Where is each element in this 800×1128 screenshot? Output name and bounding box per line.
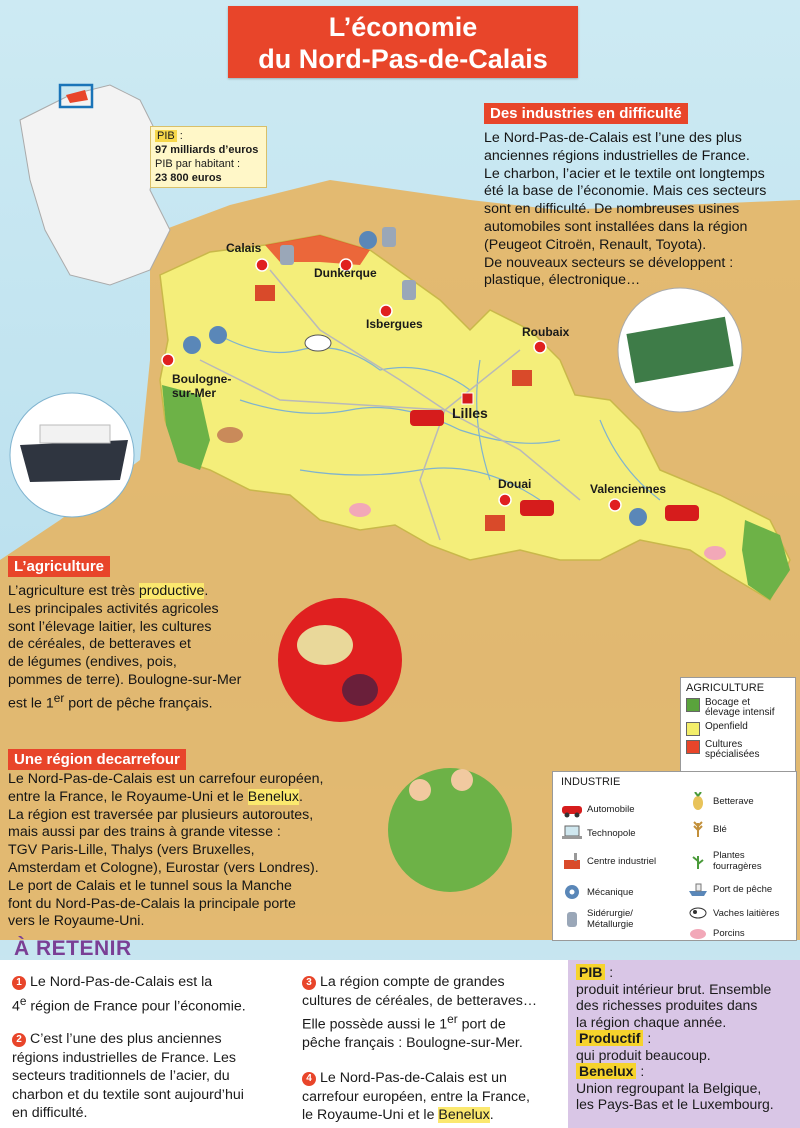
legend-agri-item [686, 698, 790, 718]
agriculture-line [8, 690, 278, 714]
glossary-definition: Union regroupant la Belgique, [576, 1079, 762, 1096]
retenir-highlight-benelux: Benelux [438, 1107, 490, 1123]
industries-line: Le charbon, l’acier et le textile ont longtemps [484, 165, 765, 182]
retenir-text: secteurs traditionnels de l’acier, du [12, 1068, 230, 1084]
plant-icon [687, 852, 709, 870]
city-label-dunkerque: Dunkerque [314, 266, 377, 280]
agriculture-line: Les principales activités agricoles [8, 600, 219, 617]
retenir-point-2 [12, 1030, 297, 1123]
city-label-boulogne [172, 372, 231, 400]
industries-line: Le Nord-Pas-de-Calais est l’une des plus [484, 130, 742, 146]
legend-label: Vaches laitières [713, 907, 780, 919]
legend-label: Technopole [587, 827, 636, 839]
retenir-text: cultures de céréales, de betteraves… [302, 992, 538, 1009]
agri-line1-post: . [204, 583, 209, 599]
legend-ind-item [687, 904, 779, 922]
car-icon [561, 800, 583, 818]
glossary-definition: des richesses produites dans [576, 997, 758, 1013]
legend-industrie [552, 771, 797, 941]
retenir-text: carrefour européen, entre la France, [302, 1088, 530, 1105]
legend-ind-item [687, 820, 727, 838]
glossary-term-benelux: Benelux [576, 1063, 636, 1079]
carrefour-line: La région est traversée par plusieurs autoroutes, [8, 806, 314, 823]
legend-ind-item [687, 880, 772, 898]
pig-icon [687, 924, 709, 942]
agriculture-line [8, 583, 278, 601]
city-label-boulogne-2: sur-Mer [172, 386, 217, 400]
carrefour-text [8, 771, 353, 931]
people-illustration [388, 768, 512, 892]
agriculture-line: de céréales, de betteraves et [8, 636, 191, 653]
agri-last-pre: est le 1 [8, 695, 54, 712]
industries-line: plastique, électronique… [484, 272, 641, 289]
city-label-valenciennes: Valenciennes [590, 482, 667, 496]
industries-line: été la base de l’économie. Mais ces secteurs [484, 183, 767, 200]
glossary-colon: : [636, 1063, 645, 1079]
legend-agri-title: AGRICULTURE [686, 682, 765, 694]
title-line-1: L’économie [328, 12, 478, 42]
city-label-calais: Calais [226, 241, 262, 255]
legend-agri-item [686, 722, 790, 736]
legend-ind-item [561, 800, 635, 818]
legend-ind-item [687, 792, 754, 810]
glossary-colon: : [605, 964, 614, 980]
retenir-point-4 [302, 1069, 568, 1125]
retenir-text: région de France pour l’économie. [26, 998, 246, 1015]
lille-marker [462, 393, 473, 404]
retenir-text: port de [457, 1016, 506, 1033]
city-label-roubaix: Roubaix [522, 325, 570, 339]
retenir-text: Le Nord-Pas-de-Calais est la [30, 974, 213, 990]
retenir-point-3 [302, 973, 568, 1053]
legend-label: Sidérurgie/ [587, 908, 633, 919]
retenir-text: . [489, 1107, 494, 1123]
industries-text [484, 130, 784, 290]
pib-label: PIB [157, 130, 175, 142]
retenir-text: La région compte de grandes [320, 974, 505, 990]
legend-agriculture [680, 677, 796, 777]
glossary-definition: les Pays-Bas et le Luxembourg. [576, 1096, 774, 1112]
legend-label: Plantes [713, 850, 745, 861]
agri-highlight-productive: productive [138, 583, 205, 599]
legend-ind-item [561, 908, 633, 930]
legend-ind-item [561, 824, 636, 842]
pib-value: 97 milliards d’euros [155, 144, 259, 156]
retenir-text: régions industrielles de France. Les [12, 1049, 236, 1066]
legend-ind-item [687, 850, 762, 872]
carrefour-line: Le port de Calais et le tunnel sous la Manche [8, 877, 292, 894]
carrefour-line: TGV Paris-Lille, Thalys (vers Bruxelles, [8, 842, 255, 859]
carrefour-line: Amsterdam et Cologne), Eurostar (vers Londres). [8, 859, 319, 876]
page-title [228, 6, 578, 78]
agri-last-sup: er [53, 690, 65, 705]
retenir-title: À RETENIR [14, 937, 132, 960]
carrefour-line: mais aussi par des trains à grande vitesse : [8, 824, 281, 841]
agri-line1-pre: L’agriculture est très [8, 583, 139, 599]
point-number: 3 [302, 976, 316, 990]
pib-colon: : [176, 130, 183, 142]
legend-label: Métallurgie [587, 919, 634, 930]
glossary-box [568, 960, 800, 1128]
swatch-openfield [686, 722, 700, 736]
city-label-isbergues: Isbergues [366, 317, 423, 331]
factory-icon [561, 852, 583, 870]
retenir-sup: er [447, 1012, 458, 1026]
legend-label: Port de pêche [713, 883, 773, 895]
legend-label: élevage intensif [705, 707, 775, 718]
pib-box [150, 126, 267, 188]
legend-ind-item [561, 852, 656, 870]
glossary-term-productif: Productif [576, 1030, 643, 1046]
agri-last-post: port de pêche français. [64, 695, 213, 712]
agriculture-line: sont l’élevage laitier, les cultures [8, 618, 212, 635]
agriculture-text [8, 583, 278, 713]
industries-line: anciennes régions industrielles de France. [484, 147, 750, 164]
legend-label: Cultures [705, 739, 743, 750]
carrefour-line: Le Nord-Pas-de-Calais est un carrefour européen, [8, 771, 324, 787]
carrefour-line: font du Nord-Pas-de-Calais la principale porte [8, 895, 296, 912]
city-label-douai: Douai [498, 477, 532, 491]
retenir-text: Elle possède aussi le 1 [302, 1016, 448, 1033]
boat-icon [687, 880, 709, 898]
point-number: 4 [302, 1072, 316, 1086]
legend-label: Bocage et [705, 697, 751, 708]
carrefour-title: Une région decarrefour [8, 749, 186, 770]
industries-line: sont en difficulté. De nombreuses usines [484, 201, 740, 218]
retenir-text: en difficulté. [12, 1105, 88, 1121]
legend-ind-item [561, 883, 633, 901]
pib-per-head-value: 23 800 euros [155, 172, 222, 184]
wheat-icon [687, 820, 709, 838]
beet-icon [687, 792, 709, 810]
laptop-icon [561, 824, 583, 842]
agriculture-title: L’agriculture [8, 556, 110, 577]
gear-icon [561, 883, 583, 901]
point-number: 2 [12, 1033, 26, 1047]
carrefour-highlight-benelux: Benelux [247, 788, 300, 805]
legend-label: Openfield [705, 721, 748, 732]
point-number: 1 [12, 976, 26, 990]
legend-label: fourragères [713, 861, 762, 872]
industries-title: Des industries en difficulté [484, 103, 688, 124]
legend-label: Mécanique [587, 886, 634, 898]
glossary-term-pib: PIB [576, 964, 605, 980]
retenir-sup: e [19, 993, 27, 1008]
glossary-colon: : [643, 1030, 652, 1046]
legend-label: Porcins [713, 927, 745, 939]
city-label-lilles: Lilles [452, 405, 488, 421]
retenir-text: C’est l’une des plus anciennes [30, 1031, 222, 1047]
industries-line: (Peugeot Citroën, Renault, Toyota). [484, 236, 707, 253]
steel-icon [561, 910, 583, 928]
legend-agri-item [686, 740, 790, 760]
retenir-text: 4 [12, 998, 20, 1015]
legend-label: Betterave [713, 795, 754, 807]
retenir-text: le Royaume-Uni et le [302, 1107, 439, 1123]
legend-label: Centre industriel [587, 855, 657, 867]
retenir-text: Le Nord-Pas-de-Calais est un [320, 1070, 507, 1086]
cow-icon [687, 904, 709, 922]
legend-label: Blé [713, 823, 727, 835]
glossary-definition: la région chaque année. [576, 1013, 727, 1030]
industries-line: automobiles sont installées dans la région [484, 218, 748, 235]
industries-line: De nouveaux secteurs se développent : [484, 254, 734, 271]
retenir-point-1 [12, 973, 292, 1016]
carrefour-line2-pre: entre la France, le Royaume-Uni et le [8, 788, 248, 805]
agriculture-line: de légumes (endives, pois, [8, 654, 177, 671]
legend-label: Automobile [587, 803, 635, 815]
retenir-text: charbon et du textile sont aujourd’hui [12, 1086, 244, 1103]
agriculture-line: pommes de terre). Boulogne-sur-Mer [8, 671, 242, 688]
glossary-definition: produit intérieur brut. Ensemble [576, 980, 772, 997]
swatch-cultures [686, 740, 700, 754]
title-line-2: du Nord-Pas-de-Calais [258, 44, 548, 74]
legend-ind-title: INDUSTRIE [561, 776, 621, 788]
glossary-definition: qui produit beaucoup. [576, 1046, 711, 1063]
city-label-boulogne-1: Boulogne- [172, 372, 232, 386]
carrefour-line: vers le Royaume-Uni. [8, 913, 145, 930]
swatch-bocage [686, 698, 700, 712]
carrefour-line [8, 789, 353, 807]
pib-per-head-label: PIB par habitant : [155, 158, 240, 170]
legend-label: spécialisées [705, 749, 760, 760]
france-inset [20, 85, 170, 285]
retenir-text: pêche français : Boulogne-sur-Mer. [302, 1035, 523, 1052]
carrefour-line2-post: . [299, 788, 303, 805]
legend-ind-item [687, 924, 745, 942]
